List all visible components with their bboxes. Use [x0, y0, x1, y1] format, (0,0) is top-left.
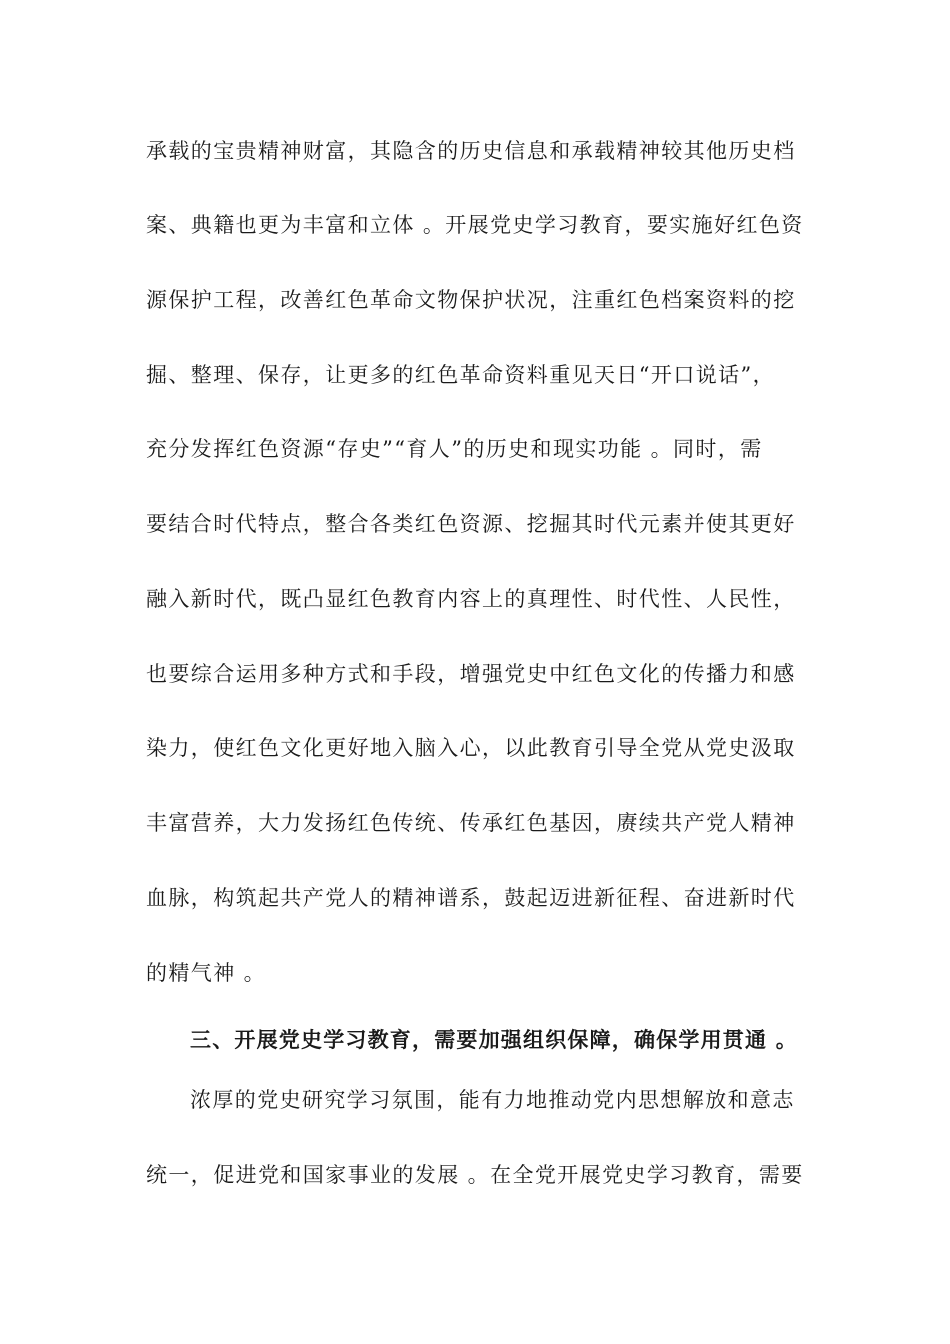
- body-text-line: 掘、整理、保存，让更多的红色革命资料重见天日“开口说话”，: [146, 363, 776, 387]
- body-text-line: 丰富营养，大力发扬红色传统、传承红色基因，赓续共产党人精神: [146, 811, 796, 835]
- body-text-line: 要结合时代特点，整合各类红色资源、挖掘其时代元素并使其更好: [146, 512, 796, 536]
- body-text-line: 充分发挥红色资源“存史”“育人”的历史和现实功能 。同时，需: [146, 437, 763, 461]
- body-text-line: 染力，使红色文化更好地入脑入心，以此教育引导全党从党史汲取: [146, 736, 796, 760]
- body-text-line: 承载的宝贵精神财富，其隐含的历史信息和承载精神较其他历史档: [146, 139, 796, 163]
- body-text-line: 统一，促进党和国家事业的发展 。在全党开展党史学习教育，需要: [146, 1163, 804, 1187]
- body-text-line: 的精气神 。: [146, 961, 267, 985]
- body-text-line: 案、典籍也更为丰富和立体 。开展党史学习教育，要实施好红色资: [146, 213, 804, 237]
- section-heading: 三、开展党史学习教育，需要加强组织保障，确保学用贯通 。: [190, 1027, 798, 1052]
- body-text-line: 也要综合运用多种方式和手段，增强党史中红色文化的传播力和感: [146, 662, 796, 686]
- body-text-line: 融入新时代，既凸显红色教育内容上的真理性、时代性、人民性，: [146, 587, 796, 611]
- body-text-line: 血脉，构筑起共产党人的精神谱系，鼓起迈进新征程、奋进新时代: [146, 886, 796, 910]
- body-text-line: 源保护工程，改善红色革命文物保护状况，注重红色档案资料的挖: [146, 288, 796, 312]
- body-text-line: 浓厚的党史研究学习氛围，能有力地推动党内思想解放和意志: [190, 1088, 795, 1112]
